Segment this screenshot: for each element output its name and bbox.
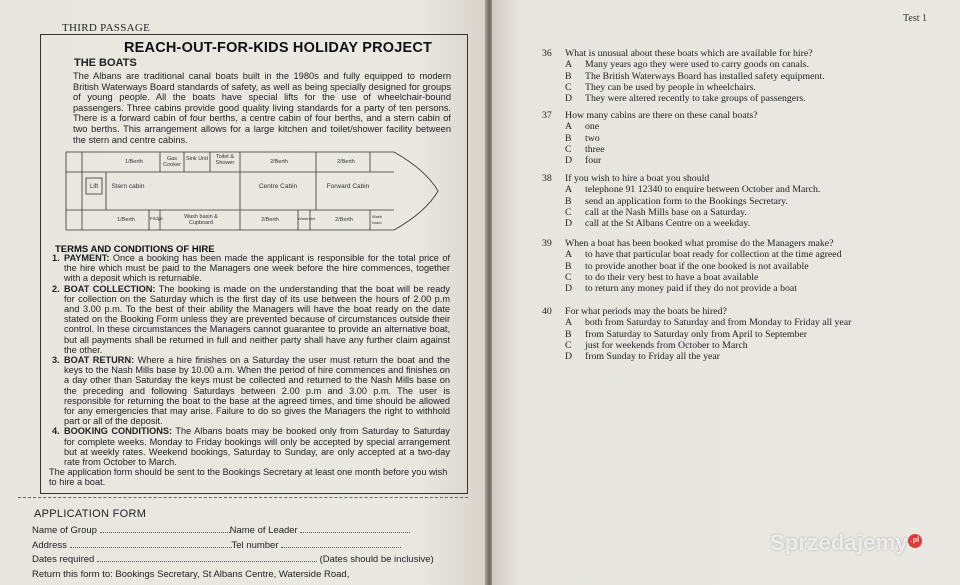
plan-label-berth: 2/Berth <box>335 217 353 223</box>
project-title: REACH-OUT-FOR-KIDS HOLIDAY PROJECT <box>124 40 433 56</box>
option-text: They can be used by people in wheelchairs. <box>585 81 756 93</box>
test-label: Test 1 <box>903 13 928 24</box>
plan-label-wardrobe: Wardrobe <box>298 216 316 221</box>
option-text: to have that particular boat ready for collection at the time agreed <box>585 249 842 261</box>
plan-label-berth: 2/Berth <box>261 217 279 223</box>
term-item <box>54 355 450 426</box>
option-text: call at the St Albans Centre on a weekday. <box>585 218 751 230</box>
plan-label-gas-cooker: Gas Cooker <box>163 156 181 168</box>
option-letter: B <box>565 132 572 144</box>
option-letter: A <box>565 184 573 196</box>
terms-list <box>49 253 451 488</box>
answer-option[interactable] <box>545 133 905 144</box>
question-number: 36 <box>542 48 552 59</box>
term-heading: BOAT RETURN: <box>64 355 135 366</box>
option-letter: B <box>565 260 572 272</box>
section-heading: THE BOATS <box>74 57 137 69</box>
term-heading: PAYMENT: <box>64 253 110 263</box>
answer-option[interactable] <box>545 184 905 195</box>
option-letter: A <box>565 121 573 133</box>
answer-option[interactable] <box>545 317 905 328</box>
option-letter: C <box>565 143 572 155</box>
watermark-text: Sprzedajemy <box>770 530 908 555</box>
answer-option[interactable] <box>545 71 905 82</box>
term-item <box>54 284 450 355</box>
option-text: The British Waterways Board has installed safety equipment. <box>585 70 825 82</box>
option-text: They were altered recently to take groups of passengers. <box>585 93 806 105</box>
answer-option[interactable] <box>545 329 905 340</box>
plan-label-berth: 2/Berth <box>270 159 288 165</box>
option-text: to provide another boat if the one booked is not available <box>585 260 809 272</box>
answer-option[interactable] <box>545 283 905 294</box>
option-letter: A <box>565 317 573 329</box>
question-text: What is unusual about these boats which are available for hire? <box>565 48 813 59</box>
term-number: 2. <box>52 283 60 294</box>
application-row-dates <box>32 554 434 565</box>
dates-note: (Dates should be inclusive) <box>319 554 434 565</box>
term-text: Once a booking has been made the applicant is responsible for the total price of the hire which must be paid to the Managers one week before the hire commences, together with a deposit which is returnable. <box>64 253 450 284</box>
boats-description: The Albans are traditional canal boats built in the 1980s and fully equipped to modern British Waterways Board standards of safety, as well as being specially designed for groups of young people. All the boats have special lifts for the use of wheelchair-bound passengers. Three cabins provide good quality living standards for a party of ten persons. There is a forward cabin of four berths, a centre cabin of four berths, and a stern cabin of two berths. This arrangement allows for a large kitchen and toilet/shower facility between the stern and centre cabins. <box>73 71 451 145</box>
tel-number-field[interactable] <box>281 540 401 548</box>
plan-label-sink-unit: Sink Unit <box>185 156 208 162</box>
term-heading: BOAT COLLECTION: <box>64 283 156 294</box>
question-38 <box>542 173 905 230</box>
dates-required-field[interactable] <box>97 554 317 562</box>
option-letter: B <box>565 328 572 340</box>
name-of-leader-field[interactable] <box>300 525 410 533</box>
term-number: 1. <box>52 253 60 263</box>
answer-option[interactable] <box>545 340 905 351</box>
plan-label-stern-cabin: Stern cabin <box>111 183 145 190</box>
option-text: Many years ago they were used to carry goods on canals. <box>585 59 809 71</box>
question-text: How many cabins are there on these canal boats? <box>565 110 758 121</box>
answer-option[interactable] <box>545 59 905 70</box>
option-letter: C <box>565 271 572 283</box>
question-39 <box>542 238 905 295</box>
plan-label-centre-cabin: Centre Cabin <box>258 183 298 190</box>
terms-note: The application form should be sent to the Bookings Secretary at least one month before you wish to hire a boat. <box>49 467 448 488</box>
plan-label-lift: Lift <box>89 184 98 190</box>
question-text: For what periods may the boats be hired? <box>565 306 727 317</box>
option-letter: B <box>565 195 572 207</box>
question-40 <box>542 306 905 363</box>
option-text: from Saturday to Saturday only from April to September <box>585 328 808 340</box>
watermark-logo <box>770 530 922 556</box>
option-text: four <box>585 155 602 167</box>
question-36 <box>542 48 905 105</box>
option-text: just for weekends from October to March <box>585 339 748 351</box>
question-text: When a boat has been booked what promise do the Managers make? <box>565 238 834 249</box>
term-text: The Albans boats may be booked only from Saturday to Saturday for complete weeks. Monday to Friday bookings will only be accepted by special arrangement but at weekly rates. Weekend bookings, Saturday to Sunday, are only accepted at a two-day rate from October to March. <box>64 426 450 468</box>
answer-option[interactable] <box>545 121 905 132</box>
plan-label-fridge: Fridge <box>150 216 163 221</box>
terms-heading: TERMS AND CONDITIONS OF HIRE <box>55 244 215 255</box>
answer-option[interactable] <box>545 249 905 260</box>
option-letter: A <box>565 249 573 261</box>
option-text: two <box>585 132 600 144</box>
term-heading: BOOKING CONDITIONS: <box>64 426 173 437</box>
passage-label: THIRD PASSAGE <box>62 22 151 34</box>
question-number: 38 <box>542 173 552 184</box>
option-letter: D <box>565 93 573 105</box>
question-text: If you wish to hire a boat you should <box>565 173 710 184</box>
plan-label-wash-basin-small: Wash basin <box>371 214 383 225</box>
term-text: The booking is made on the understanding that the boat will be ready for collection on the Saturday which is the first day of its use between the hours of 2.00 p.m and 3.00 p.m. To the best of their ability the Managers will have the boat ready on the date stated on the Booking Form unless they are prevented because of circumstances outside their control. In these circumstances the Managers cannot guarantee to provide an alternative boat, but all payments shall be returned in full and neither party shall have any further claim against the other. <box>64 283 451 355</box>
address-field[interactable] <box>70 540 232 548</box>
option-letter: C <box>565 206 572 218</box>
answer-option[interactable] <box>545 93 905 104</box>
question-number: 40 <box>542 306 552 317</box>
question-37 <box>542 110 905 167</box>
answer-option[interactable] <box>545 207 905 218</box>
option-letter: C <box>565 81 572 93</box>
plan-label-forward-cabin: Forward Cabin <box>326 183 370 190</box>
application-row-group <box>32 525 410 536</box>
question-number: 39 <box>542 238 552 249</box>
answer-option[interactable] <box>545 261 905 272</box>
name-of-group-field[interactable] <box>100 525 230 533</box>
answer-option[interactable] <box>545 82 905 93</box>
option-text: three <box>585 143 605 155</box>
answer-option[interactable] <box>545 272 905 283</box>
option-text: from Sunday to Friday all the year <box>585 351 720 363</box>
option-text: to do their very best to have a boat available <box>585 271 759 283</box>
application-row-address <box>32 540 401 551</box>
name-of-group-label: Name of Group <box>32 525 97 536</box>
tel-number-label: Tel number <box>231 540 279 551</box>
answer-option[interactable] <box>545 218 905 229</box>
cut-line <box>18 497 468 498</box>
option-text: call at the Nash Mills base on a Saturday. <box>585 206 747 218</box>
question-number: 37 <box>542 110 552 121</box>
plan-label-toilet-shower: Toilet & Shower <box>215 154 235 166</box>
plan-label-wash-basin: Wash basin & Cupboard <box>184 214 218 226</box>
option-letter: D <box>565 283 573 295</box>
plan-label-berth: 1/Berth <box>125 159 143 165</box>
answer-option[interactable] <box>545 144 905 155</box>
answer-option[interactable] <box>545 196 905 207</box>
plan-label-berth: 2/Berth <box>337 159 355 165</box>
option-text: telephone 91 12340 to enquire between October and March. <box>585 184 821 196</box>
return-address: Return this form to: Bookings Secretary, St Albans Centre, Waterside Road, <box>32 569 350 580</box>
option-letter: D <box>565 351 573 363</box>
option-letter: C <box>565 339 572 351</box>
term-number: 4. <box>52 426 60 437</box>
option-text: both from Saturday to Saturday and from Monday to Friday all year <box>585 317 852 329</box>
option-letter: A <box>565 59 573 71</box>
name-of-leader-label: Name of Leader <box>229 525 298 536</box>
answer-option[interactable] <box>545 155 905 166</box>
watermark-suffix: .pl <box>908 534 922 548</box>
plan-label-berth: 1/Berth <box>117 217 135 223</box>
term-item <box>54 426 450 467</box>
term-text: Where a hire finishes on a Saturday the user must return the boat and the keys to the Nash Mills base by 10.00 a.m. When the period of hire commences and finishes on a day other than Saturday the keys must be collected and returned to the Nash Mills base on the preceding and following Saturdays between 2.00 p.m and 3.00 p.m. The user is responsible for returning the boat to the base at the agreed times, and time should be allowed for any emergencies that may arise. Failure to do so gives the Managers the right to withhold part or all of the deposit. <box>64 355 450 427</box>
address-label: Address <box>32 540 67 551</box>
option-text: to return any money paid if they do not provide a boat <box>585 283 797 295</box>
term-number: 3. <box>52 355 60 366</box>
dates-required-label: Dates required <box>32 554 95 565</box>
answer-option[interactable] <box>545 351 905 362</box>
application-heading: APPLICATION FORM <box>34 508 147 520</box>
option-text: one <box>585 121 600 133</box>
option-letter: B <box>565 70 572 82</box>
option-letter: D <box>565 155 573 167</box>
option-letter: D <box>565 218 573 230</box>
option-text: send an application form to the Bookings Secretary. <box>585 195 788 207</box>
boat-floor-plan <box>64 150 440 232</box>
term-item <box>54 253 450 284</box>
